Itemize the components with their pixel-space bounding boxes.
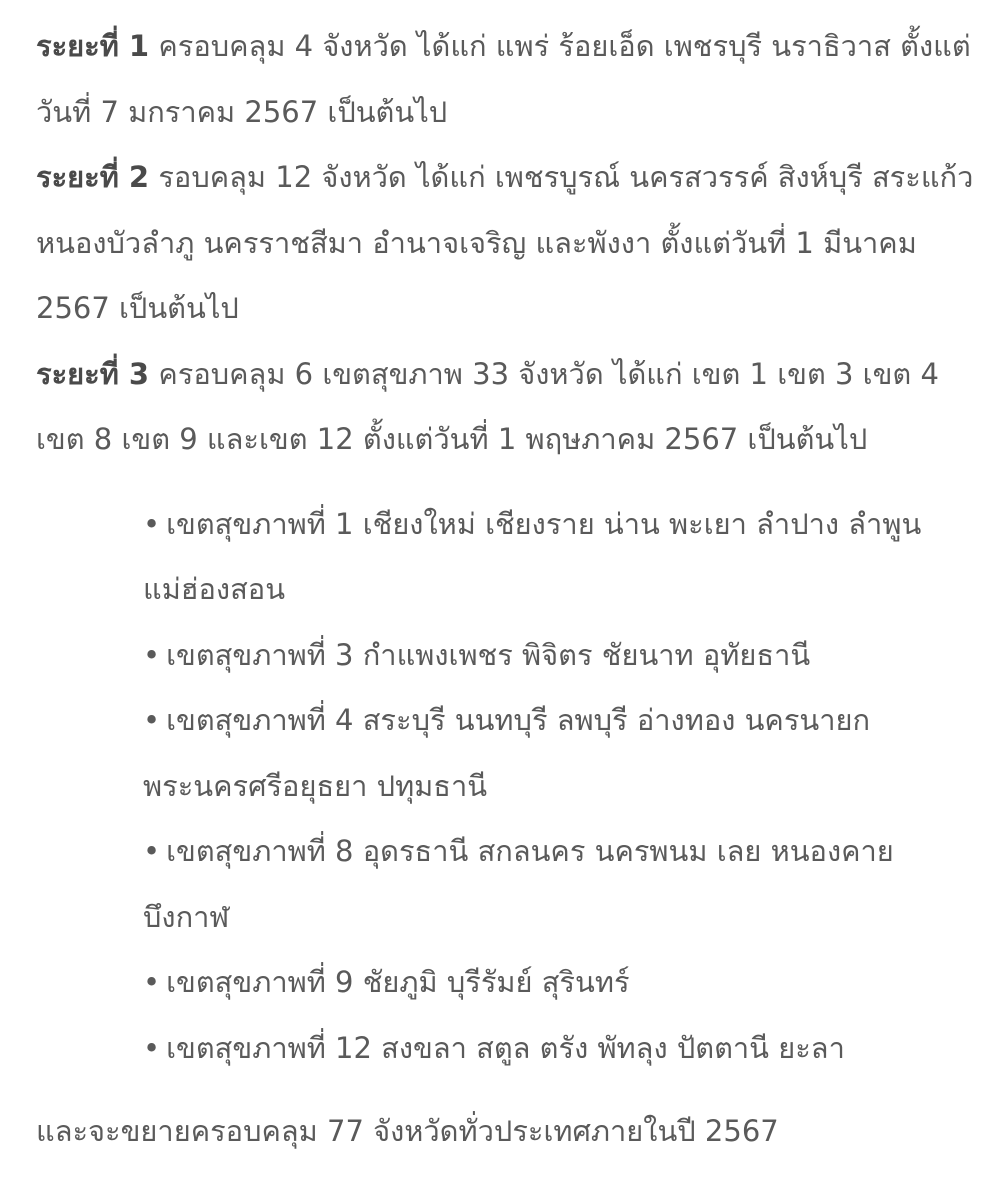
health-region-list	[36, 492, 976, 1082]
bullet-icon: •	[143, 834, 161, 868]
list-item	[143, 623, 976, 689]
list-item	[143, 950, 976, 1016]
phase-1-paragraph	[36, 14, 976, 145]
list-item	[143, 819, 976, 950]
phase-2-label: ระยะที่ 2	[36, 160, 150, 194]
phase-1-label: ระยะที่ 1	[36, 29, 150, 63]
health-region-9-text: เขตสุขภาพที่ 9 ชัยภูมิ บุรีรัมย์ สุรินทร์	[166, 965, 630, 999]
health-region-12-text: เขตสุขภาพที่ 12 สงขลา สตูล ตรัง พัทลุง ปัตตานี ยะลา	[166, 1030, 845, 1065]
document-body	[36, 14, 976, 1165]
health-region-3-text: เขตสุขภาพที่ 3 กำแพงเพชร พิจิตร ชัยนาท อุทัยธานี	[166, 637, 811, 672]
phase-2-paragraph	[36, 145, 976, 342]
phase-1-text: ครอบคลุม 4 จังหวัด ได้แก่ แพร่ ร้อยเอ็ด เพชรบุรี นราธิวาส ตั้งแต่วันที่ 7 มกราคม 2567 เป็นต้นไป	[36, 29, 971, 129]
phase-2-text: รอบคลุม 12 จังหวัด ได้แก่ เพชรบูรณ์ นครสวรรค์ สิงห์บุรี สระแก้ว หนองบัวลำภู นครราชสีมา อำนาจเจริญ และพังงา ตั้งแต่วันที่ 1 มีนาคม 2567 เป็นต้นไป	[36, 160, 974, 325]
health-region-1-text: เขตสุขภาพที่ 1 เชียงใหม่ เชียงราย น่าน พะเยา ลำปาง ลำพูน แม่ฮ่องสอน	[143, 506, 922, 606]
bullet-icon: •	[143, 506, 161, 541]
bullet-icon: •	[143, 703, 161, 737]
phase-3-label: ระยะที่ 3	[36, 356, 150, 391]
phase-3-text: ครอบคลุม 6 เขตสุขภาพ 33 จังหวัด ได้แก่ เขต 1 เขต 3 เขต 4 เขต 8 เขต 9 และเขต 12 ตั้งแต่วันที่ 1 พฤษภาคม 2567 เป็นต้นไป	[36, 356, 939, 456]
phase-3-paragraph	[36, 342, 976, 473]
list-item	[143, 688, 976, 819]
bullet-icon: •	[143, 1030, 161, 1065]
list-item	[143, 492, 976, 623]
health-region-8-text: เขตสุขภาพที่ 8 อุดรธานี สกลนคร นครพนม เลย หนองคาย บึงกาฬ	[143, 834, 894, 934]
list-item	[143, 1016, 976, 1082]
bullet-icon: •	[143, 637, 161, 672]
health-region-4-text: เขตสุขภาพที่ 4 สระบุรี นนทบุรี ลพบุรี อ่างทอง นครนายก พระนครศรีอยุธยา ปทุมธานี	[143, 703, 871, 803]
bullet-icon: •	[143, 965, 161, 999]
closing-paragraph: และจะขยายครอบคลุม 77 จังหวัดทั่วประเทศภายในปี 2567	[36, 1114, 779, 1148]
